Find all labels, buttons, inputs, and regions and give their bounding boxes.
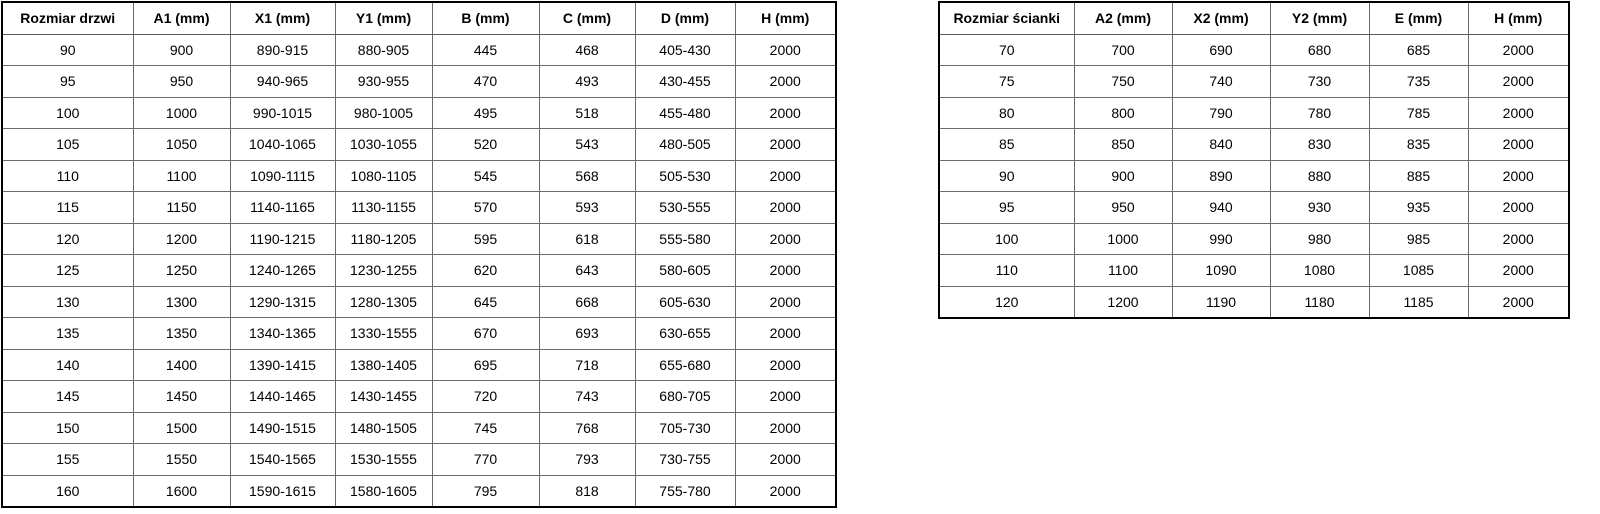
table-cell: 593 bbox=[539, 192, 635, 224]
table-cell: 2000 bbox=[735, 444, 836, 476]
table-cell: 95 bbox=[2, 66, 133, 98]
table-cell: 1100 bbox=[133, 160, 230, 192]
table-cell: 890-915 bbox=[230, 34, 335, 66]
wall-size-table bbox=[938, 1, 1570, 319]
table-cell: 2000 bbox=[735, 129, 836, 161]
table-row bbox=[939, 223, 1569, 255]
table-cell: 680 bbox=[1270, 34, 1369, 66]
table-cell: 720 bbox=[432, 381, 539, 413]
table-cell: 1550 bbox=[133, 444, 230, 476]
table-cell: 990-1015 bbox=[230, 97, 335, 129]
table-row bbox=[939, 66, 1569, 98]
table-cell: 100 bbox=[939, 223, 1074, 255]
column-header: Y2 (mm) bbox=[1270, 2, 1369, 34]
table-cell: 2000 bbox=[735, 192, 836, 224]
table-cell: 495 bbox=[432, 97, 539, 129]
table-cell: 1040-1065 bbox=[230, 129, 335, 161]
table-cell: 110 bbox=[939, 255, 1074, 287]
table-cell: 105 bbox=[2, 129, 133, 161]
column-header: X2 (mm) bbox=[1172, 2, 1270, 34]
table-cell: 1300 bbox=[133, 286, 230, 318]
table-cell: 2000 bbox=[735, 412, 836, 444]
table-cell: 1090-1115 bbox=[230, 160, 335, 192]
table-cell: 1000 bbox=[1074, 223, 1172, 255]
table-cell: 730-755 bbox=[635, 444, 735, 476]
column-header: H (mm) bbox=[735, 2, 836, 34]
table-cell: 880 bbox=[1270, 160, 1369, 192]
table-cell: 835 bbox=[1369, 129, 1468, 161]
table-cell: 90 bbox=[2, 34, 133, 66]
table-cell: 2000 bbox=[1468, 192, 1569, 224]
table-cell: 605-630 bbox=[635, 286, 735, 318]
table-cell: 1130-1155 bbox=[335, 192, 432, 224]
table-cell: 2000 bbox=[1468, 286, 1569, 318]
table-cell: 110 bbox=[2, 160, 133, 192]
table-cell: 1480-1505 bbox=[335, 412, 432, 444]
door-size-table-body bbox=[2, 34, 836, 507]
column-header: C (mm) bbox=[539, 2, 635, 34]
table-cell: 1350 bbox=[133, 318, 230, 350]
table-cell: 150 bbox=[2, 412, 133, 444]
table-row bbox=[2, 286, 836, 318]
table-cell: 445 bbox=[432, 34, 539, 66]
table-cell: 1590-1615 bbox=[230, 475, 335, 507]
table-row bbox=[939, 97, 1569, 129]
table-cell: 940 bbox=[1172, 192, 1270, 224]
table-cell: 80 bbox=[939, 97, 1074, 129]
table-row bbox=[2, 97, 836, 129]
table-cell: 135 bbox=[2, 318, 133, 350]
table-cell: 100 bbox=[2, 97, 133, 129]
table-cell: 85 bbox=[939, 129, 1074, 161]
table-cell: 795 bbox=[432, 475, 539, 507]
table-row bbox=[2, 66, 836, 98]
table-cell: 930 bbox=[1270, 192, 1369, 224]
table-cell: 2000 bbox=[735, 255, 836, 287]
column-header: Y1 (mm) bbox=[335, 2, 432, 34]
table-cell: 1185 bbox=[1369, 286, 1468, 318]
table-cell: 1380-1405 bbox=[335, 349, 432, 381]
table-cell: 455-480 bbox=[635, 97, 735, 129]
column-header: Rozmiar ścianki bbox=[939, 2, 1074, 34]
table-cell: 568 bbox=[539, 160, 635, 192]
table-cell: 1450 bbox=[133, 381, 230, 413]
table-cell: 693 bbox=[539, 318, 635, 350]
table-cell: 930-955 bbox=[335, 66, 432, 98]
table-cell: 2000 bbox=[735, 349, 836, 381]
table-cell: 1440-1465 bbox=[230, 381, 335, 413]
table-cell: 520 bbox=[432, 129, 539, 161]
table-cell: 768 bbox=[539, 412, 635, 444]
table-cell: 1080-1105 bbox=[335, 160, 432, 192]
table-cell: 793 bbox=[539, 444, 635, 476]
table-cell: 880-905 bbox=[335, 34, 432, 66]
table-row bbox=[2, 160, 836, 192]
table-cell: 840 bbox=[1172, 129, 1270, 161]
table-cell: 643 bbox=[539, 255, 635, 287]
table-cell: 950 bbox=[1074, 192, 1172, 224]
table-cell: 655-680 bbox=[635, 349, 735, 381]
table-cell: 2000 bbox=[1468, 34, 1569, 66]
table-cell: 1430-1455 bbox=[335, 381, 432, 413]
table-row bbox=[2, 318, 836, 350]
table-cell: 2000 bbox=[735, 475, 836, 507]
table-cell: 1080 bbox=[1270, 255, 1369, 287]
column-header: H (mm) bbox=[1468, 2, 1569, 34]
door-size-table-head bbox=[2, 2, 836, 34]
table-cell: 700 bbox=[1074, 34, 1172, 66]
table-cell: 1180-1205 bbox=[335, 223, 432, 255]
table-cell: 900 bbox=[1074, 160, 1172, 192]
table-cell: 1600 bbox=[133, 475, 230, 507]
table-cell: 2000 bbox=[735, 66, 836, 98]
table-cell: 1180 bbox=[1270, 286, 1369, 318]
table-cell: 1250 bbox=[133, 255, 230, 287]
table-cell: 480-505 bbox=[635, 129, 735, 161]
table-cell: 670 bbox=[432, 318, 539, 350]
table-cell: 160 bbox=[2, 475, 133, 507]
table-cell: 570 bbox=[432, 192, 539, 224]
table-cell: 1000 bbox=[133, 97, 230, 129]
table-cell: 980-1005 bbox=[335, 97, 432, 129]
table-cell: 730 bbox=[1270, 66, 1369, 98]
table-row bbox=[2, 475, 836, 507]
table-row bbox=[939, 129, 1569, 161]
table-cell: 1100 bbox=[1074, 255, 1172, 287]
table-cell: 935 bbox=[1369, 192, 1468, 224]
table-cell: 470 bbox=[432, 66, 539, 98]
table-cell: 155 bbox=[2, 444, 133, 476]
column-header: D (mm) bbox=[635, 2, 735, 34]
table-cell: 1200 bbox=[133, 223, 230, 255]
table-row bbox=[939, 255, 1569, 287]
table-cell: 595 bbox=[432, 223, 539, 255]
table-cell: 430-455 bbox=[635, 66, 735, 98]
table-cell: 2000 bbox=[1468, 129, 1569, 161]
table-cell: 1050 bbox=[133, 129, 230, 161]
table-cell: 405-430 bbox=[635, 34, 735, 66]
table-cell: 505-530 bbox=[635, 160, 735, 192]
table-cell: 680-705 bbox=[635, 381, 735, 413]
table-cell: 790 bbox=[1172, 97, 1270, 129]
table-cell: 885 bbox=[1369, 160, 1468, 192]
table-cell: 545 bbox=[432, 160, 539, 192]
table-row bbox=[2, 192, 836, 224]
table-cell: 1150 bbox=[133, 192, 230, 224]
table-cell: 518 bbox=[539, 97, 635, 129]
table-cell: 830 bbox=[1270, 129, 1369, 161]
table-row bbox=[2, 412, 836, 444]
table-cell: 2000 bbox=[735, 318, 836, 350]
table-cell: 2000 bbox=[1468, 223, 1569, 255]
table-cell: 1330-1555 bbox=[335, 318, 432, 350]
table-cell: 1190 bbox=[1172, 286, 1270, 318]
column-header: Rozmiar drzwi bbox=[2, 2, 133, 34]
wall-size-table-header-row bbox=[939, 2, 1569, 34]
table-cell: 755-780 bbox=[635, 475, 735, 507]
table-row bbox=[2, 349, 836, 381]
table-cell: 785 bbox=[1369, 97, 1468, 129]
table-row bbox=[939, 160, 1569, 192]
table-cell: 940-965 bbox=[230, 66, 335, 98]
table-cell: 468 bbox=[539, 34, 635, 66]
table-cell: 145 bbox=[2, 381, 133, 413]
table-cell: 1290-1315 bbox=[230, 286, 335, 318]
table-row bbox=[939, 34, 1569, 66]
table-cell: 770 bbox=[432, 444, 539, 476]
column-header: A2 (mm) bbox=[1074, 2, 1172, 34]
table-cell: 950 bbox=[133, 66, 230, 98]
table-cell: 95 bbox=[939, 192, 1074, 224]
table-row bbox=[2, 34, 836, 66]
table-cell: 1240-1265 bbox=[230, 255, 335, 287]
table-cell: 1030-1055 bbox=[335, 129, 432, 161]
table-cell: 718 bbox=[539, 349, 635, 381]
table-cell: 130 bbox=[2, 286, 133, 318]
table-cell: 1540-1565 bbox=[230, 444, 335, 476]
table-cell: 735 bbox=[1369, 66, 1468, 98]
table-cell: 668 bbox=[539, 286, 635, 318]
table-cell: 990 bbox=[1172, 223, 1270, 255]
table-cell: 1490-1515 bbox=[230, 412, 335, 444]
table-cell: 645 bbox=[432, 286, 539, 318]
table-cell: 1085 bbox=[1369, 255, 1468, 287]
table-row bbox=[2, 444, 836, 476]
table-cell: 1190-1215 bbox=[230, 223, 335, 255]
table-cell: 985 bbox=[1369, 223, 1468, 255]
table-cell: 1400 bbox=[133, 349, 230, 381]
table-cell: 1140-1165 bbox=[230, 192, 335, 224]
column-header: E (mm) bbox=[1369, 2, 1468, 34]
door-size-table-header-row bbox=[2, 2, 836, 34]
table-cell: 890 bbox=[1172, 160, 1270, 192]
table-cell: 743 bbox=[539, 381, 635, 413]
wall-size-table-body bbox=[939, 34, 1569, 318]
table-cell: 745 bbox=[432, 412, 539, 444]
table-cell: 120 bbox=[939, 286, 1074, 318]
table-cell: 2000 bbox=[735, 286, 836, 318]
table-row bbox=[2, 129, 836, 161]
table-cell: 493 bbox=[539, 66, 635, 98]
table-cell: 580-605 bbox=[635, 255, 735, 287]
table-cell: 900 bbox=[133, 34, 230, 66]
table-cell: 1580-1605 bbox=[335, 475, 432, 507]
table-cell: 695 bbox=[432, 349, 539, 381]
table-cell: 1530-1555 bbox=[335, 444, 432, 476]
table-row bbox=[2, 223, 836, 255]
table-cell: 2000 bbox=[1468, 66, 1569, 98]
door-size-table bbox=[1, 1, 837, 508]
table-cell: 2000 bbox=[735, 160, 836, 192]
table-cell: 2000 bbox=[735, 34, 836, 66]
table-row bbox=[939, 192, 1569, 224]
table-cell: 1090 bbox=[1172, 255, 1270, 287]
table-cell: 120 bbox=[2, 223, 133, 255]
table-cell: 90 bbox=[939, 160, 1074, 192]
table-cell: 690 bbox=[1172, 34, 1270, 66]
table-cell: 800 bbox=[1074, 97, 1172, 129]
table-cell: 140 bbox=[2, 349, 133, 381]
table-cell: 530-555 bbox=[635, 192, 735, 224]
table-cell: 980 bbox=[1270, 223, 1369, 255]
table-cell: 70 bbox=[939, 34, 1074, 66]
table-cell: 705-730 bbox=[635, 412, 735, 444]
table-cell: 2000 bbox=[1468, 97, 1569, 129]
table-cell: 2000 bbox=[1468, 160, 1569, 192]
table-cell: 750 bbox=[1074, 66, 1172, 98]
table-cell: 618 bbox=[539, 223, 635, 255]
table-row bbox=[2, 255, 836, 287]
table-cell: 818 bbox=[539, 475, 635, 507]
table-row bbox=[939, 286, 1569, 318]
table-cell: 543 bbox=[539, 129, 635, 161]
table-cell: 2000 bbox=[1468, 255, 1569, 287]
table-cell: 2000 bbox=[735, 381, 836, 413]
table-cell: 740 bbox=[1172, 66, 1270, 98]
table-row bbox=[2, 381, 836, 413]
table-cell: 620 bbox=[432, 255, 539, 287]
table-cell: 1230-1255 bbox=[335, 255, 432, 287]
column-header: A1 (mm) bbox=[133, 2, 230, 34]
column-header: X1 (mm) bbox=[230, 2, 335, 34]
table-cell: 780 bbox=[1270, 97, 1369, 129]
table-cell: 1280-1305 bbox=[335, 286, 432, 318]
table-cell: 630-655 bbox=[635, 318, 735, 350]
table-cell: 1340-1365 bbox=[230, 318, 335, 350]
table-cell: 1390-1415 bbox=[230, 349, 335, 381]
table-cell: 850 bbox=[1074, 129, 1172, 161]
table-cell: 2000 bbox=[735, 97, 836, 129]
table-cell: 685 bbox=[1369, 34, 1468, 66]
table-cell: 75 bbox=[939, 66, 1074, 98]
table-cell: 2000 bbox=[735, 223, 836, 255]
table-cell: 1500 bbox=[133, 412, 230, 444]
column-header: B (mm) bbox=[432, 2, 539, 34]
table-cell: 125 bbox=[2, 255, 133, 287]
table-cell: 115 bbox=[2, 192, 133, 224]
wall-size-table-head bbox=[939, 2, 1569, 34]
table-cell: 1200 bbox=[1074, 286, 1172, 318]
table-cell: 555-580 bbox=[635, 223, 735, 255]
